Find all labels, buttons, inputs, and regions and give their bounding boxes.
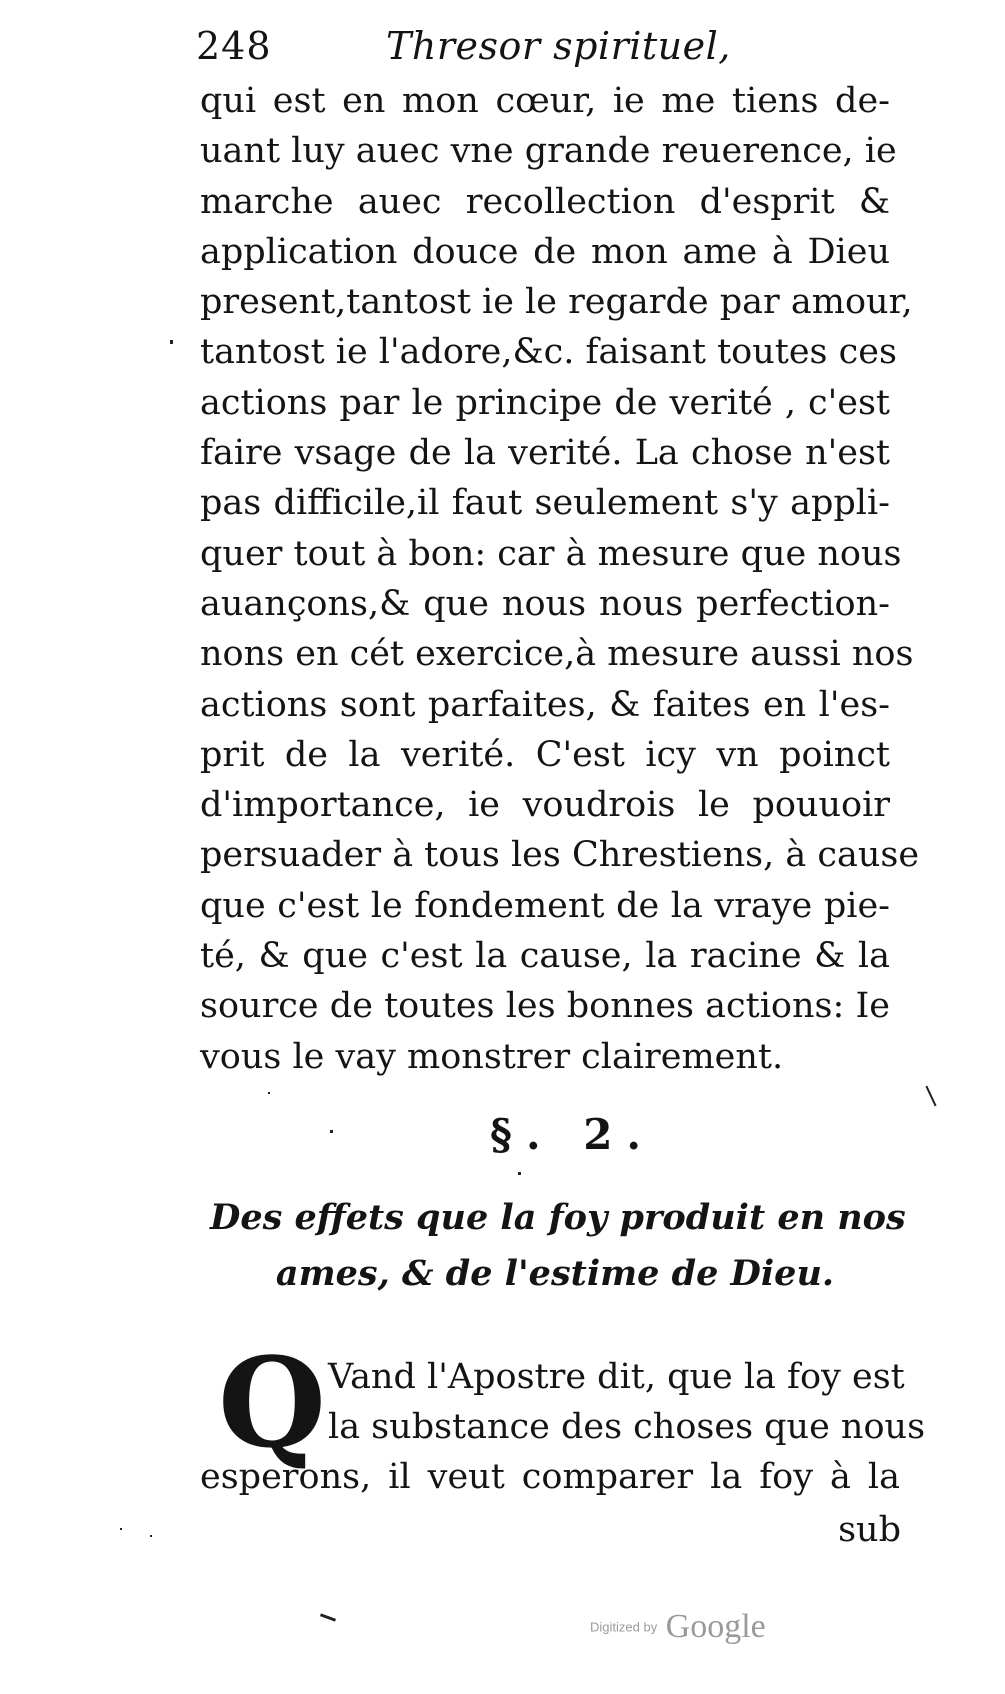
text-line: nons en cét exercice,à mesure aussi nos <box>200 634 914 675</box>
text-line: té, & que c'est la cause, la racine & la <box>200 936 890 977</box>
text-line: auançons,& que nous nous perfection- <box>200 583 890 624</box>
text-line: persuader à tous les Chrestiens, à cause <box>200 835 920 876</box>
text-line: marche auec recollection d'esprit & <box>200 181 890 222</box>
text-line: quer tout à bon: car à mesure que nous <box>200 533 902 574</box>
scan-speck <box>518 1172 521 1175</box>
text-line: la substance des choses que nous <box>328 1407 926 1447</box>
drop-cap: Q <box>218 1331 327 1476</box>
watermark-brand: Google <box>665 1608 766 1645</box>
running-title: Thresor spirituel, <box>386 24 731 68</box>
text-line: uant luy auec vne grande reuerence, ie <box>200 131 897 172</box>
watermark-label: Digitized by <box>590 1619 658 1635</box>
scan-speck <box>330 1130 333 1133</box>
text-line: tantost ie l'adore,&c. faisant toutes ces <box>200 332 897 373</box>
text-line: Vand l'Apostre dit, que la foy est <box>328 1357 905 1397</box>
scan-speck <box>150 1535 152 1537</box>
scan-speck <box>120 1528 122 1530</box>
text-line: application douce de mon ame à Dieu <box>200 231 890 272</box>
section-heading-line: ames, & de l'estime de Dieu. <box>275 1253 835 1294</box>
section-number: §. 2. <box>490 1110 656 1159</box>
scan-speck <box>268 1092 270 1094</box>
text-line: faire vsage de la verité. La chose n'est <box>200 433 890 474</box>
text-line: source de toutes les bonnes actions: Ie <box>200 986 890 1027</box>
text-line: prit de la verité. C'est icy vn poinct <box>200 734 890 775</box>
text-line: d'importance, ie voudrois le pouuoir <box>200 785 890 826</box>
catchword: sub <box>838 1510 901 1550</box>
text-line: actions par le principe de verité , c'est <box>200 382 890 423</box>
body-paragraph <box>200 76 920 1082</box>
text-line: present,tantost ie le regarde par amour, <box>200 282 913 323</box>
text-line: esperons, il veut comparer la foy à la <box>200 1457 900 1497</box>
section-heading <box>210 1190 906 1302</box>
text-line: qui est en mon cœur, ie me tiens de- <box>200 81 890 121</box>
section-heading-line: Des effets que la foy produit en nos <box>210 1197 906 1238</box>
scan-speck <box>925 1086 936 1107</box>
scan-speck <box>320 1613 336 1621</box>
text-line: vous le vay monstrer clairement. <box>200 1036 784 1077</box>
second-paragraph <box>200 1331 926 1532</box>
page-header <box>196 16 816 76</box>
text-line: pas difficile,il faut seulement s'y appli- <box>200 483 890 524</box>
text-line: que c'est le fondement de la vraye pie- <box>200 885 890 926</box>
page-number: 248 <box>196 24 272 68</box>
digitization-watermark <box>590 1608 766 1646</box>
scan-speck <box>170 340 173 344</box>
text-line: actions sont parfaites, & faites en l'es- <box>200 684 890 725</box>
